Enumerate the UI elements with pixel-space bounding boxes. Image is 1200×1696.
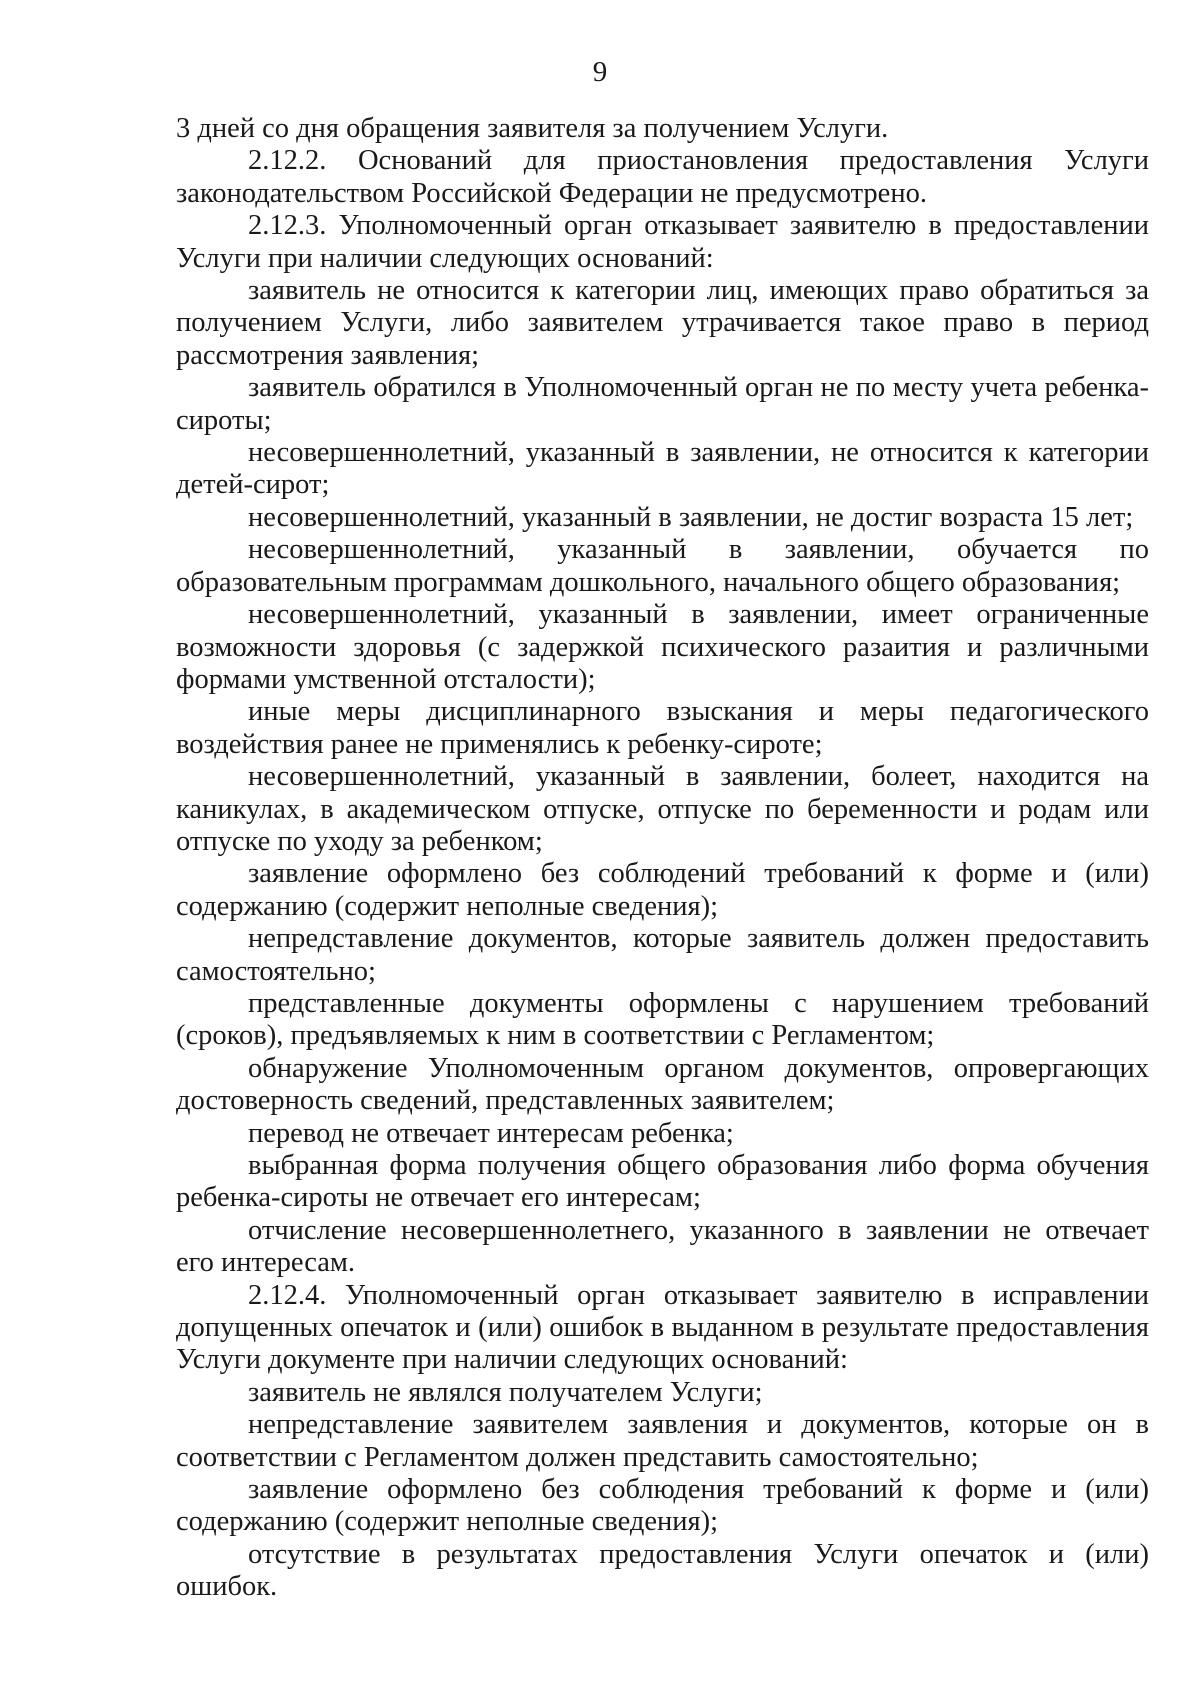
correction-refusal-item: непредставление заявителем заявления и документов, которые он в соответствии с Регламентом должен представить самостоятельно; — [176, 1409, 1149, 1473]
refusal-ground-item: отчисление несовершеннолетнего, указанного в заявлении не отвечает его интересам. — [176, 1214, 1149, 1279]
document-body — [176, 113, 1149, 1604]
refusal-ground-item: представленные документы оформлены с нарушением требований (сроков), предъявляемых к ним в соответствии с Регламентом; — [176, 987, 1149, 1052]
refusal-ground-item: выбранная форма получения общего образования либо форма обучения ребенка-сироты не отвечает его интересам; — [176, 1150, 1149, 1214]
clause-2-12-2: 2.12.2. Оснований для приостановления предоставления Услуги законодательством Российской Федерации не предусмотрено. — [176, 145, 1149, 209]
correction-refusal-item: заявление оформлено без соблюдения требований к форме и (или) содержанию (содержит неполные сведения); — [176, 1474, 1149, 1538]
refusal-ground-item: заявитель обратился в Уполномоченный орган не по месту учета ребенка-сироты; — [176, 372, 1149, 436]
correction-refusal-item: отсутствие в результатах предоставления Услуги опечаток и (или) ошибок. — [176, 1538, 1149, 1603]
paragraph-continuation: 3 дней со дня обращения заявителя за получением Услуги. — [176, 113, 889, 144]
refusal-ground-item: несовершеннолетний, указанный в заявлении, имеет ограниченные возможности здоровья (с задержкой психического разаития и различными формами умственной отсталости); — [176, 599, 1149, 695]
page-number: 9 — [592, 56, 608, 88]
refusal-ground-item: несовершеннолетний, указанный в заявлении, не относится к категории детей-сирот; — [176, 437, 1149, 501]
refusal-ground-item: несовершеннолетний, указанный в заявлении, болеет, находится на каникулах, в академическом отпуске, отпуске по беременности и родам или отпуске по уходу за ребенком; — [176, 761, 1149, 857]
refusal-ground-item: заявитель не относится к категории лиц, имеющих право обратиться за получением Услуги, либо заявителем утрачивается такое право в период рассмотрения заявления; — [176, 275, 1149, 371]
clause-2-12-4: 2.12.4. Уполномоченный орган отказывает заявителю в исправлении допущенных опечаток и (или) ошибок в выданном в результате предоставления Услуги документе при наличии следующих оснований: — [176, 1279, 1149, 1376]
refusal-ground-item: несовершеннолетний, указанный в заявлении, обучается по образовательным программам дошкольного, начального общего образования; — [176, 534, 1149, 598]
refusal-ground-item: заявление оформлено без соблюдений требований к форме и (или) содержанию (содержит неполные сведения); — [176, 858, 1149, 922]
refusal-ground-item: несовершеннолетний, указанный в заявлении, не достиг возраста 15 лет; — [248, 501, 1134, 533]
refusal-ground-item: обнаружение Уполномоченным органом документов, опровергающих достоверность сведений, представленных заявителем; — [176, 1052, 1149, 1117]
refusal-ground-item: иные меры дисциплинарного взыскания и меры педагогического воздействия ранее не применялись к ребенку-сироте; — [176, 696, 1149, 760]
refusal-ground-item: непредставление документов, которые заявитель должен предоставить самостоятельно; — [176, 923, 1149, 987]
clause-2-12-3: 2.12.3. Уполномоченный орган отказывает заявителю в предоставлении Услуги при наличии следующих оснований: — [176, 210, 1149, 274]
refusal-ground-item: перевод не отвечает интересам ребенка; — [248, 1117, 734, 1149]
correction-refusal-item: заявитель не являлся получателем Услуги; — [248, 1376, 763, 1408]
